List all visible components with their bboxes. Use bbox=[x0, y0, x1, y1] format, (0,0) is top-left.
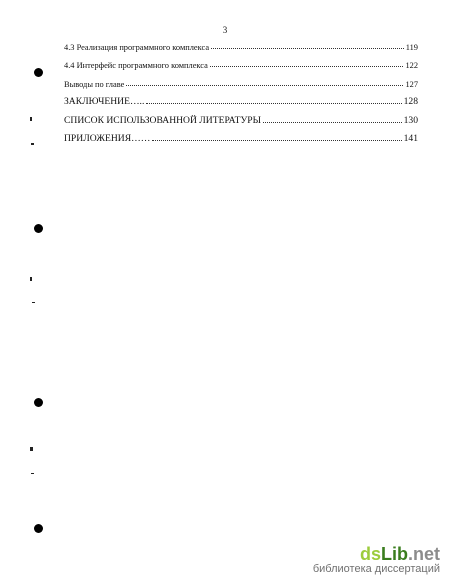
toc-entry bbox=[64, 40, 418, 52]
punch-hole-icon bbox=[34, 524, 43, 533]
toc-entry bbox=[64, 95, 418, 107]
toc-entry-title: 4.4 Интерфейс программного комплекса bbox=[64, 61, 208, 71]
logo-net: .net bbox=[407, 544, 440, 564]
punch-hole-icon bbox=[34, 224, 43, 233]
dot-leader bbox=[263, 122, 402, 123]
scan-speck bbox=[31, 143, 34, 145]
punch-hole-icon bbox=[34, 398, 43, 407]
toc-entry-title: 4.3 Реализация программного комплекса bbox=[64, 43, 210, 52]
toc-entry bbox=[64, 114, 418, 126]
toc-entry-page: 119 bbox=[405, 43, 418, 52]
scan-speck bbox=[30, 277, 32, 281]
scan-speck bbox=[31, 473, 34, 474]
toc-entry bbox=[64, 77, 418, 89]
scan-speck bbox=[32, 302, 35, 303]
dot-leader bbox=[211, 48, 404, 49]
toc-entry-page: 122 bbox=[405, 61, 418, 71]
dslib-watermark bbox=[313, 545, 440, 576]
toc-entry-page: 128 bbox=[403, 96, 418, 108]
toc-entry bbox=[64, 132, 418, 144]
toc-entry-title: Выводы по главе bbox=[64, 79, 125, 89]
scan-speck bbox=[30, 117, 32, 121]
dot-leader bbox=[152, 140, 401, 141]
dot-leader bbox=[210, 66, 404, 67]
toc-entry-page: 141 bbox=[403, 132, 418, 144]
table-of-contents bbox=[64, 40, 418, 150]
punch-hole-icon bbox=[34, 68, 43, 77]
watermark-subtitle: библиотека диссертаций bbox=[312, 563, 440, 575]
logo-lib: Lib bbox=[380, 544, 408, 564]
toc-entry bbox=[64, 58, 418, 70]
toc-entry-title: ПРИЛОЖЕНИЯ…… bbox=[64, 132, 151, 144]
scan-speck bbox=[30, 447, 33, 451]
toc-entry-page: 130 bbox=[403, 114, 418, 126]
page-number: 3 bbox=[222, 25, 228, 35]
dot-leader bbox=[146, 103, 401, 104]
logo-ds: ds bbox=[359, 544, 381, 564]
toc-entry-title: ЗАКЛЮЧЕНИЕ….. bbox=[64, 96, 145, 108]
toc-entry-page: 127 bbox=[405, 79, 418, 89]
dslib-logo bbox=[313, 545, 440, 563]
dot-leader bbox=[126, 85, 403, 86]
toc-entry-title: СПИСОК ИСПОЛЬЗОВАННОЙ ЛИТЕРАТУРЫ bbox=[64, 114, 262, 126]
